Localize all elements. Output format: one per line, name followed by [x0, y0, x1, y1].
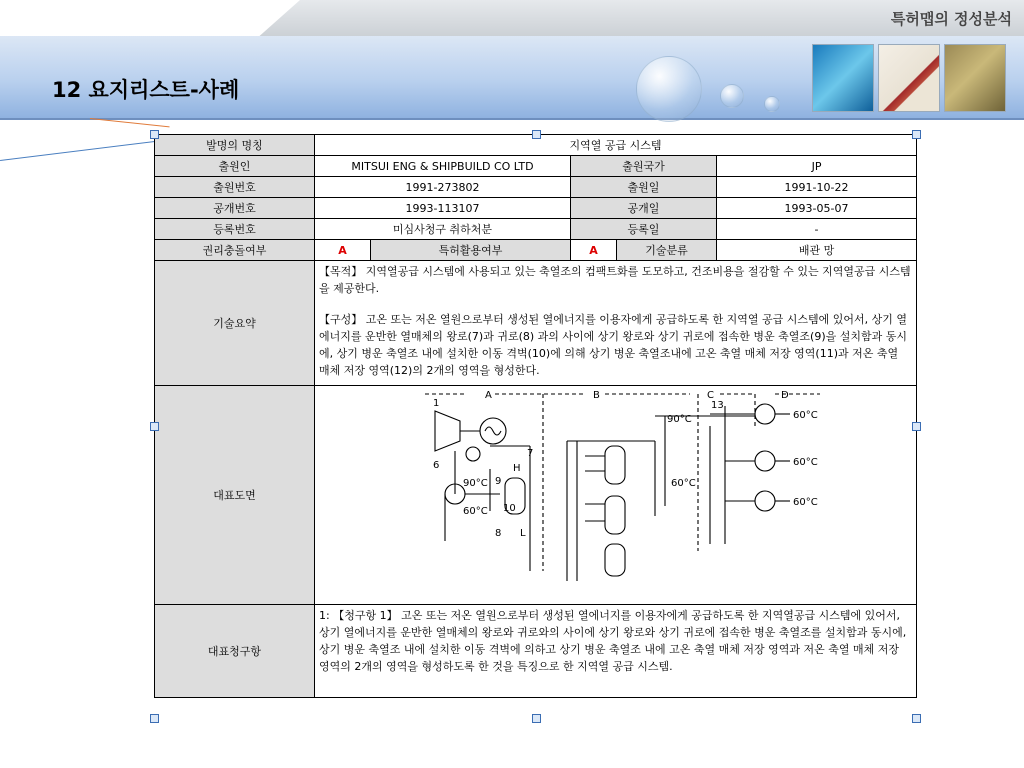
patent-usage-mark: A: [571, 240, 617, 261]
invention-name: 지역열 공급 시스템: [315, 135, 917, 156]
drawing-section-d: D: [781, 390, 789, 401]
slide-subtitle: 특허맵의 정성분석: [890, 10, 1012, 28]
drawing-temp-60: 60°C: [463, 506, 488, 517]
drawing-label-6: 6: [433, 460, 440, 471]
decorative-line: [0, 141, 159, 161]
drawing-label-l: L: [520, 528, 526, 539]
summary-composition: 【구성】 고온 또는 저온 열원으로부터 생성된 열에너지를 이용자에게 공급하도록 한 지역열 공급 시스템에 있어서, 상기 열에너지를 운반한 열매체의 왕로(7)과 귀로(8) 과의 사이에 상기 왕로와 상기 귀로에 접속한 병운 축열조(9)을 설치함과 동시에, 상기 병운 축열조 내에 설치한 이동 격벽(10)에 의해 상기 병운 축열조내에 고온 축열 매체 저장 영역(11)과 저온 축열 매체 저장 영역(12)의 2개의 영역을 형성한다.: [319, 313, 907, 377]
rights-conflict-mark: A: [315, 240, 371, 261]
summary-label: 기술요약: [155, 261, 315, 386]
application-number-label: 출원번호: [155, 177, 315, 198]
thumbnail-plant: [944, 44, 1006, 112]
drawing-label-7: 7: [527, 448, 534, 459]
patent-summary-table: [154, 134, 916, 698]
drawing-label-8: 8: [495, 528, 502, 539]
patent-usage-label: 특허활용여부: [371, 240, 571, 261]
resize-handle[interactable]: [532, 130, 541, 139]
resize-handle[interactable]: [150, 422, 159, 431]
application-date-label: 출원일: [571, 177, 717, 198]
applicant-label: 출원인: [155, 156, 315, 177]
thumbnail-blue-fabric: [812, 44, 874, 112]
drawing-label: 대표도면: [155, 386, 315, 605]
resize-handle[interactable]: [912, 130, 921, 139]
drawing-section-c: C: [707, 390, 714, 401]
resize-handle[interactable]: [150, 130, 159, 139]
thumbnail-document-seal: [878, 44, 940, 112]
registration-date-label: 등록일: [571, 219, 717, 240]
drawing-label-9: 9: [495, 476, 502, 487]
rights-conflict-label: 권리충돌여부: [155, 240, 315, 261]
drawing-output-temp: 60°C: [793, 497, 818, 508]
application-number: 1991-273802: [315, 177, 571, 198]
drawing-temp-60-right: 60°C: [671, 478, 696, 489]
slide-title: 12 요지리스트-사례: [52, 78, 240, 102]
drawing-output-temp: 60°C: [793, 410, 818, 421]
country: JP: [717, 156, 917, 177]
drawing-label-1: 1: [433, 398, 440, 409]
registration-number-label: 등록번호: [155, 219, 315, 240]
tech-classification: 배관 망: [717, 240, 917, 261]
top-band: [0, 0, 1024, 40]
drawing-label-10: 10: [503, 503, 516, 514]
publication-number-label: 공개번호: [155, 198, 315, 219]
representative-drawing: [315, 386, 915, 604]
drawing-cell: [315, 386, 917, 605]
drawing-temp-90-right: 90°C: [667, 414, 692, 425]
claim-text: 1: 【청구항 1】 고온 또는 저온 열원으로부터 생성된 열에너지를 이용자에게 공급하도록 한 지역열공급 시스템에 있어서, 상기 열에너지를 운반한 열매체의 왕로와 귀로와의 사이에 상기 왕로와 상기 귀로에 접속한 병운 축열조를 설치함과 동시에, 상기 병운 축열조 내에 설치한 이동 격벽에 의하고 상기 병운 축열조 내에 고온 축열 매체 저장 영역과 저온 축열 매체 저장 영역의 2개의 영역을 형성하도록 한 것을 특징으로 한 지역열 공급 시스템.: [315, 605, 917, 698]
drawing-label-13: 13: [711, 400, 724, 411]
resize-handle[interactable]: [912, 422, 921, 431]
decorative-bubble: [764, 96, 780, 112]
drawing-section-a: A: [485, 390, 492, 401]
publication-date: 1993-05-07: [717, 198, 917, 219]
drawing-label-h: H: [513, 463, 521, 474]
applicant: MITSUI ENG & SHIPBUILD CO LTD: [315, 156, 571, 177]
decorative-bubble: [636, 56, 702, 122]
summary-cell: [315, 261, 917, 386]
registration-date: -: [717, 219, 917, 240]
resize-handle[interactable]: [912, 714, 921, 723]
application-date: 1991-10-22: [717, 177, 917, 198]
decorative-bubble: [720, 84, 744, 108]
summary-purpose: 【목적】 지역열공급 시스템에 사용되고 있는 축열조의 컴팩트화를 도모하고, 건조비용을 절감할 수 있는 지역열공급 시스템을 제공한다.: [319, 265, 911, 295]
claim-label: 대표청구항: [155, 605, 315, 698]
drawing-output-temp: 60°C: [793, 457, 818, 468]
resize-handle[interactable]: [532, 714, 541, 723]
invention-name-label: 발명의 명칭: [155, 135, 315, 156]
tech-classification-label: 기술분류: [617, 240, 717, 261]
drawing-temp-90: 90°C: [463, 478, 488, 489]
resize-handle[interactable]: [150, 714, 159, 723]
registration-number: 미심사청구 취하처분: [315, 219, 571, 240]
publication-number: 1993-113107: [315, 198, 571, 219]
country-label: 출원국가: [571, 156, 717, 177]
publication-date-label: 공개일: [571, 198, 717, 219]
drawing-section-b: B: [593, 390, 600, 401]
